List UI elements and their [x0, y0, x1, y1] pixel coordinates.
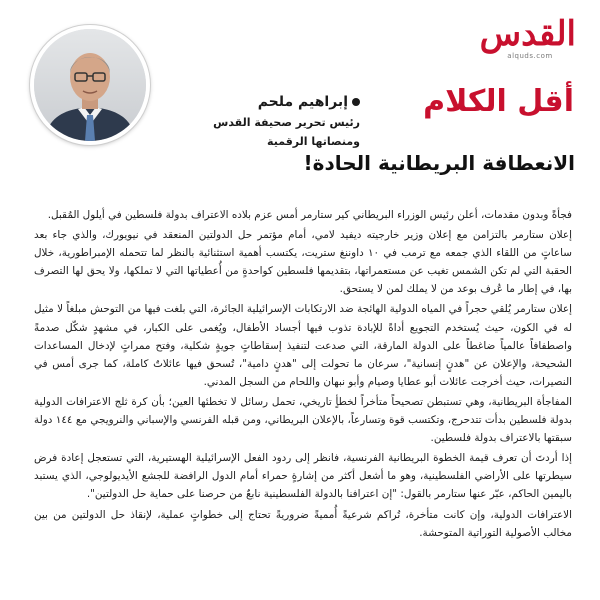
logo-wordmark: القدس: [479, 14, 576, 54]
article-paragraph: المفاجأة البريطانية، وهي تستبطن تصحيحاً متأخراً لخطأٍ تاريخي، تحمل رسائل لا تخطئها العين؛ بأن كرة ثلج الاعترافات الدولية بدولة فلسطين بدأت تتدحرج، وتكتسب قوة وتسارعاً، بالإعلان البريطاني، ومن قبله الفرنسي والإسباني والنرويجي مع ١٤٤ دولة سبقتها بالاعتراف بدولة فلسطين.: [34, 395, 572, 445]
author-role-line1: رئيس تحرير صحيفة القدس: [213, 116, 360, 129]
author-name: إبراهيم ملحم: [257, 94, 348, 110]
author-name-line: [160, 92, 360, 112]
author-avatar: [30, 25, 150, 145]
author-role-line2: ومنصاتها الرقمية: [267, 135, 360, 148]
author-portrait-icon: [34, 29, 146, 141]
article-paragraph: إعلان ستارمر يُلقي حجراً في المياه الدولية الهائجة ضد الارتكابات الإسرائيلية الجائرة، التي بلغت فيها من التوحش مبلغاً لا مثيل له في الكون، حيث يُستخدم التجويع أداةً للإبادة تذوب فيها أجساد الأطفال، ويُغمى على الكبار، في مشهدٍ شكّل صدمةً واصطفافاً عالمياً ضاغطاً على الدولة المارقة، التي صدعت لتنفيذ إسقاطاتٍ جويةٍ شكلية، وفتح ممراتٍ لإدخال المساعدات الشحيحة، والإعلان عن "هدنٍ إنسانية"، سرعان ما تحولت إلى "هدنٍ دامية"، تُسحق فيها عائلاتٌ كاملة، كما جرى أمس في النصيرات، حيث أخرجت عائلات أبو عطايا وصيام وأبو نبهان واللحام من السجل المدني.: [34, 303, 572, 388]
article-paragraph: فجأةً وبدون مقدمات، أعلن رئيس الوزراء البريطاني كير ستارمر أمس عزم بلاده الاعتراف بدولة فلسطين في أيلول المُقبل.: [47, 209, 572, 221]
author-byline: [160, 92, 360, 150]
article-paragraph: إعلان ستارمر بالتزامن مع إعلان وزير خارجيته ديفيد لامي، أمام مؤتمر حل الدولتين المنعقد في نيويورك، والذي جاء بعد ساعاتٍ من اللقاء الذي جمعه مع ترمب في ١٠ داوننغ ستريت، يكتسب أهمية استثنائية بالنظر لما تتحمله الإمبراطورية، خلال الحقبة التي لم تكن الشمس تغيب عن مستعمراتها، بتقديمها فلسطين كواحدةٍ من أُعطياتها التي لا تملكها، ولا يحق لها التصرف بها، في إطار ما عُرف بوعد من لا يملك لمن لا يستحق.: [34, 229, 572, 296]
article-headline: الانعطافة البريطانية الحادة!: [303, 151, 575, 175]
article-body: [34, 206, 572, 544]
article-paragraph: إذا أردتَ أن تعرف قيمة الخطوة البريطانية الفرنسية، فانظر إلى ردود الفعل الإسرائيلية الهستيرية، التي تستعجل إعادة فرض سيطرتها على الأراضي الفلسطينية، وهو ما أشعل أكثر من إشارةٍ حمراء أمام الدول الرافضة للجشع الأيديولوجي، الذي يستبد باليمين الحاكم، عبّر عنها ستارمر بالقول: "إن اعترافنا بالدولة الفلسطينية نابعٌ من حرصنا على حماية حل الدولتين".: [34, 452, 572, 501]
column-title: أقل الكلام: [423, 84, 574, 119]
alquds-logo[interactable]: [479, 14, 576, 70]
logo-domain: alquds.com: [507, 52, 553, 60]
bullet-dot-icon: [352, 98, 360, 106]
article-paragraph: الاعترافات الدولية، وإن كانت متأخرة، تُراكم شرعيةً أُمميةً ضروريةً تحتاج إلى خطواتٍ عملية، لإنقاذ حل الدولتين من بين مخالب الأصولية التوراتية المتوحشة.: [34, 508, 572, 539]
